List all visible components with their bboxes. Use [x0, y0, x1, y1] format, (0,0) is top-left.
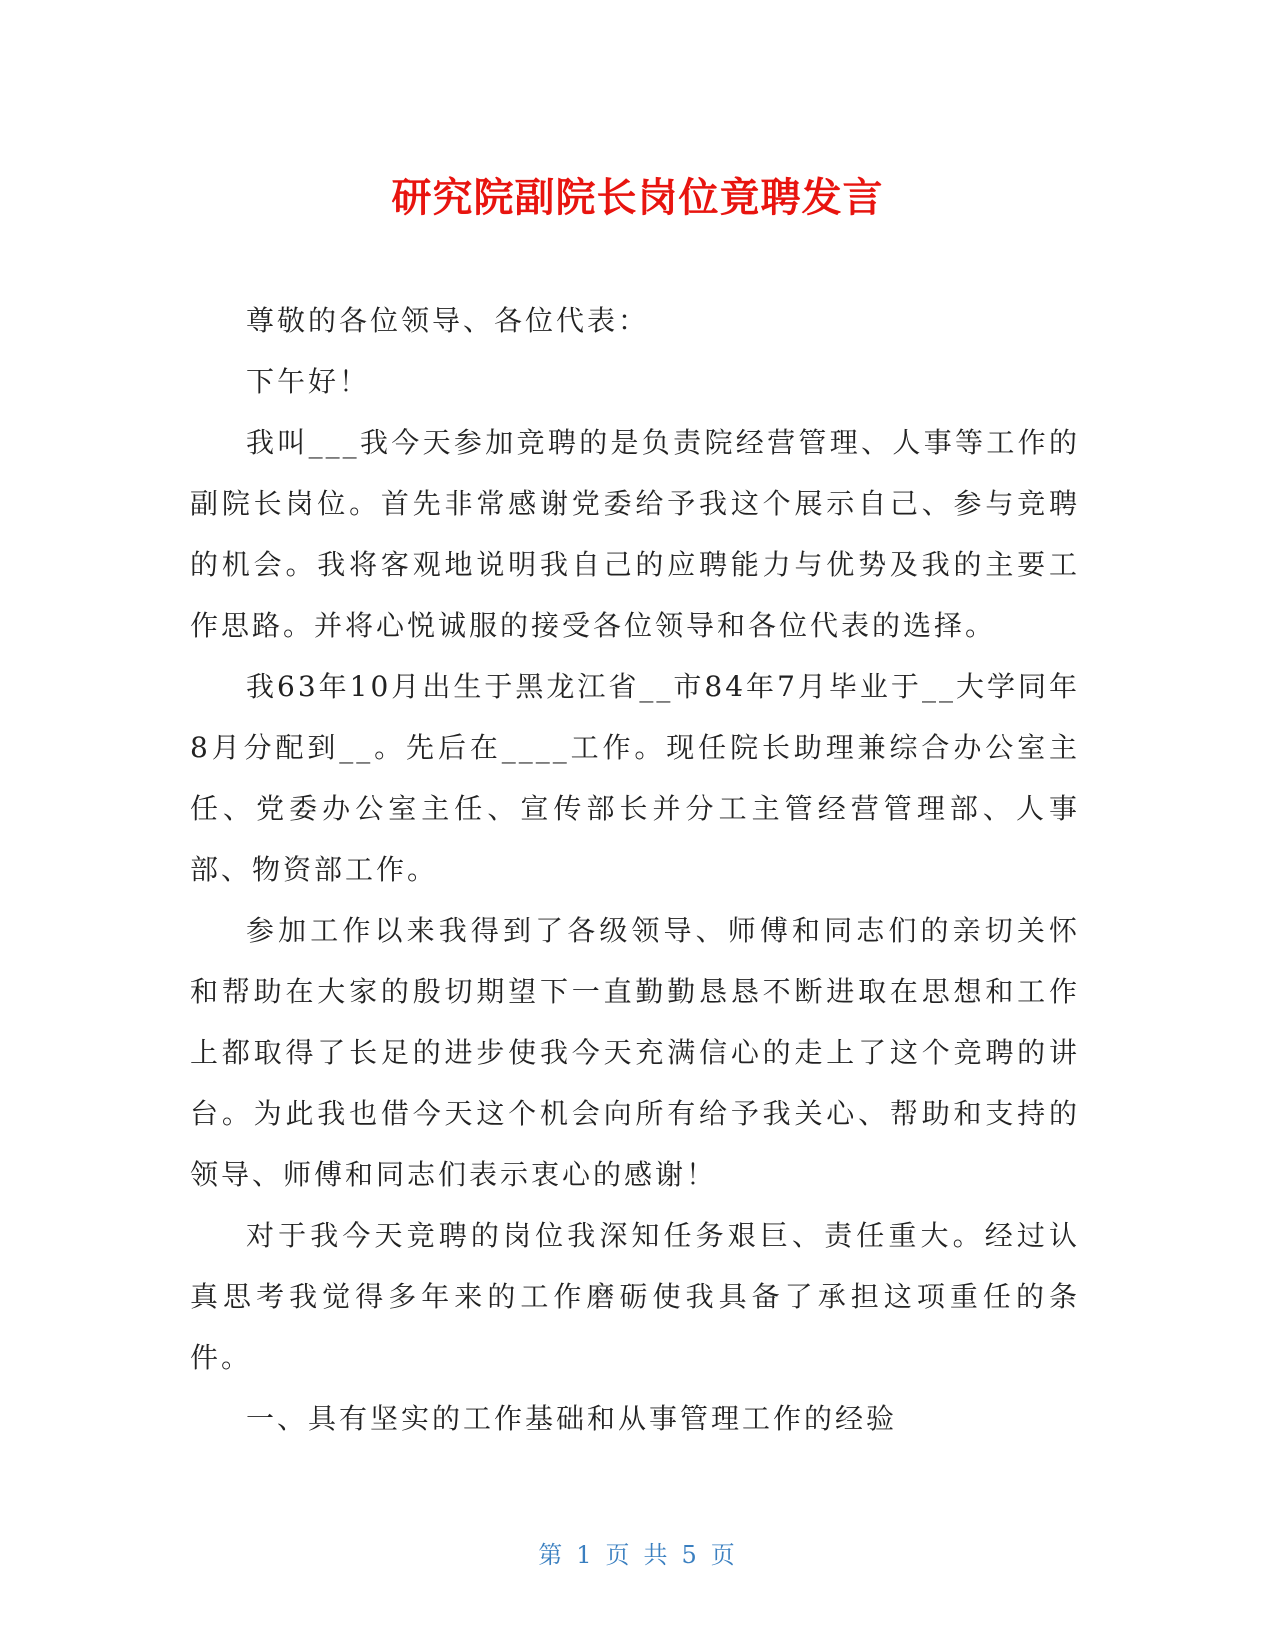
page-label-prefix: 第: [538, 1541, 565, 1569]
paragraph-gratitude: 参加工作以来我得到了各级领导、师傅和同志们的亲切关怀和帮助在大家的殷切期望下一直勤勤恳恳不断进取在思想和工作上都取得了长足的进步使我今天充满信心的走上了这个竞聘的讲台。为此我也借今天这个机会向所有给予我关心、帮助和支持的领导、师傅和同志们表示衷心的感谢！: [190, 914, 1080, 1191]
paragraph-qualifications: 对于我今天竞聘的岗位我深知任务艰巨、责任重大。经过认真思考我觉得多年来的工作磨砺使我具备了承担这项重任的条件。: [190, 1219, 1080, 1374]
page-number-footer: [0, 1535, 1275, 1570]
document-body: [190, 290, 1080, 1449]
total-label-prefix: 共: [643, 1541, 670, 1569]
paragraph-salutation: 尊敬的各位领导、各位代表：: [246, 304, 650, 337]
current-page-number: 1: [576, 1541, 594, 1569]
total-page-count: 5: [681, 1541, 699, 1569]
paragraph-greeting: 下午好！: [246, 365, 371, 398]
page-label-mid: 页: [605, 1541, 632, 1569]
document-title: 研究院副院长岗位竟聘发言: [391, 175, 884, 221]
paragraph-background: 我63年10月出生于黑龙江省__市84年7月毕业于__大学同年8月分配到__。先后在____工作。现任院长助理兼综合办公室主任、党委办公室主任、宣传部长并分工主管经营管理部、人事部、物资部工作。: [190, 670, 1080, 886]
page-label-suffix: 页: [710, 1541, 737, 1569]
section-heading-1: 一、具有坚实的工作基础和从事管理工作的经验: [246, 1402, 898, 1435]
paragraph-introduction: 我叫___我今天参加竞聘的是负责院经营管理、人事等工作的副院长岗位。首先非常感谢党委给予我这个展示自己、参与竞聘的机会。我将客观地说明我自己的应聘能力与优势及我的主要工作思路。并将心悦诚服的接受各位领导和各位代表的选择。: [190, 426, 1080, 642]
